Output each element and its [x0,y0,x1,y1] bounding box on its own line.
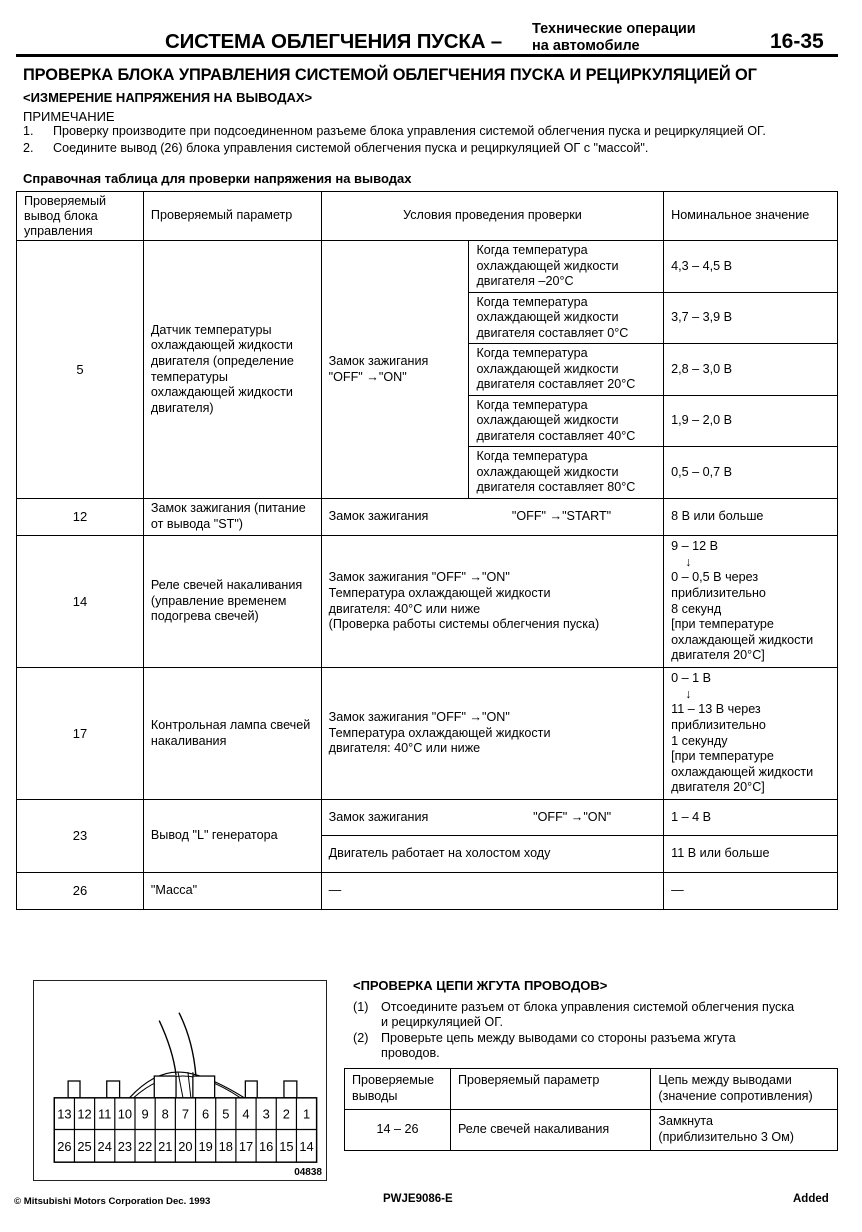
circuit-cell [651,1110,838,1151]
condition-cell [321,800,664,836]
nominal-line: 11 – 13 В через [671,702,761,717]
connector-pin-label: 11 [98,1106,112,1122]
param-cell: Реле свечей накаливания (управление временем подогрева свечей) [143,536,321,668]
condition-switch: "OFF" →"ON" [533,809,612,824]
nominal-line: 1 секунду [671,733,728,748]
nominal-cell [664,668,838,800]
nominal-cell: — [664,873,838,910]
chapter-title: СИСТЕМА ОБЛЕГЧЕНИЯ ПУСКА – [165,30,503,53]
arrow-down-icon: ↓ [685,554,692,569]
harness-step [353,1000,833,1030]
condition-switch: "OFF" →"START" [511,509,612,524]
connector-pin-label: 7 [181,1106,190,1122]
section-title: ПРОВЕРКА БЛОКА УПРАВЛЕНИЯ СИСТЕМОЙ ОБЛЕГЧЕНИЯ ПУСКА И РЕЦИРКУЛЯЦИЕЙ ОГ [23,66,757,84]
step-text-line: Отсоедините разъем от блока управления системой облегчения пуска [381,1000,795,1014]
pin-cell: 5 [17,241,144,499]
nominal-cell: 3,7 – 3,9 В [664,293,838,344]
connector-pin-label: 19 [198,1138,213,1154]
note-number: 2. [23,141,34,155]
header-pins: Проверяемые выводы [345,1069,451,1110]
connector-pin-label: 1 [302,1106,311,1122]
condition-line: Температура охлаждающей жидкости [328,725,551,740]
condition-line: двигателя: 40°C или ниже [328,741,481,756]
sub-condition-cell: Когда температура охлаждающей жидкости двигателя составляет 0°C [469,293,664,344]
condition-cell: — [321,873,664,910]
nominal-start: 0 – 1 В [671,671,712,686]
table-row [17,873,838,910]
param-cell: Реле свечей накаливания [450,1110,650,1151]
chapter-subtitle-line1: Технические операции [532,21,696,37]
circuit-line: Замкнута [658,1114,714,1129]
nominal-line: двигателя 20°C] [671,648,765,663]
nominal-line: 8 секунд [671,601,722,616]
connector-pin-label: 20 [178,1138,193,1154]
connector-pin-label: 17 [238,1138,254,1154]
nominal-line: охлаждающей жидкости [671,632,814,647]
nominal-cell: 0,5 – 0,7 В [664,447,838,499]
condition-cell: Двигатель работает на холостом ходу [321,836,664,873]
nominal-line: [при температуре [671,617,774,632]
table-row [17,241,838,293]
connector-pin-label: 23 [117,1138,133,1154]
harness-section-title: <ПРОВЕРКА ЦЕПИ ЖГУТА ПРОВОДОВ> [353,978,608,993]
condition-cell [321,499,664,536]
nominal-cell: 2,8 – 3,0 В [664,344,838,396]
circuit-line: (приблизительно 3 Ом) [658,1130,794,1144]
param-cell: Контрольная лампа свечей накаливания [143,668,321,800]
nominal-line: приблизительно [671,585,766,600]
condition-line: Замок зажигания "OFF" →"ON" [328,570,510,585]
connector-pin-label: 24 [97,1138,112,1154]
pin-cell: 17 [17,668,144,800]
pin-cell: 12 [17,499,144,536]
connector-illustration [34,981,326,1180]
condition-cell [321,536,664,668]
document-code: PWJE9086-E [383,1193,453,1205]
connector-pin-label: 10 [117,1106,133,1122]
connector-pin-label: 21 [158,1138,173,1154]
connector-diagram [33,980,327,1181]
page-number: 16-35 [770,30,824,53]
connector-pin-label: 9 [141,1106,149,1122]
condition-label: Замок зажигания [328,509,429,524]
param-cell: Датчик температуры охлаждающей жидкости двигателя (определение температуры охлаждающей жидкости двигателя) [143,241,321,499]
nominal-line: охлаждающей жидкости [671,764,814,779]
nominal-cell: 1,9 – 2,0 В [664,396,838,447]
condition-line: Замок зажигания "OFF" →"ON" [328,710,510,725]
table-row [17,800,838,836]
connector-pin-label: 3 [262,1106,270,1122]
param-cell: Вывод "L" генератора [143,800,321,873]
connector-pin-label: 4 [242,1106,250,1122]
connector-pin-label: 12 [77,1106,92,1122]
header-nominal: Номинальное значение [664,192,838,241]
chapter-subtitle [532,21,696,55]
condition-line: Температура охлаждающей жидкости [328,585,551,600]
step-text-line: проводов. [381,1046,440,1060]
nominal-cell: 4,3 – 4,5 В [664,241,838,293]
step-number: (2) [353,1031,369,1045]
connector-pin-label: 13 [57,1106,72,1122]
note-text: Проверку производите при подсоединенном разъеме блока управления системой облегчения пуска и рециркуляцией ОГ. [53,124,766,138]
nominal-cell: 1 – 4 В [664,800,838,836]
note-text: Соедините вывод (26) блока управления системой облегчения пуска и рециркуляцией ОГ с "массой". [53,141,649,155]
nominal-line: приблизительно [671,717,766,732]
connector-pin-label: 25 [77,1138,92,1154]
sub-condition-cell: Когда температура охлаждающей жидкости двигателя составляет 20°C [469,344,664,396]
condition-cell: Замок зажигания "OFF" →"ON" [321,241,469,499]
chapter-subtitle-line2: на автомобиле [532,38,640,54]
connector-pin-label: 18 [218,1138,233,1154]
header-circuit: Цепь между выводами (значение сопротивления) [651,1069,838,1110]
arrow-down-icon: ↓ [685,686,692,701]
connector-pin-label: 2 [282,1106,290,1122]
condition-label: Замок зажигания [328,809,429,824]
sub-condition-cell: Когда температура охлаждающей жидкости двигателя составляет 80°C [469,447,664,499]
harness-step [353,1031,833,1061]
section-subtitle: <ИЗМЕРЕНИЕ НАПРЯЖЕНИЯ НА ВЫВОДАХ> [23,90,313,105]
header-pin: Проверяемый вывод блока управления [17,192,144,241]
step-text-line: и рециркуляцией ОГ. [381,1015,503,1029]
connector-pin-label: 22 [137,1138,153,1154]
pin-cell: 26 [17,873,144,910]
note-item [23,124,766,138]
nominal-start: 9 – 12 В [671,539,719,554]
table-caption: Справочная таблица для проверки напряжения на выводах [23,171,412,186]
nominal-line: 0 – 0,5 В через [671,570,759,585]
figure-code: 04838 [294,1167,322,1178]
pin-cell: 23 [17,800,144,873]
step-number: (1) [353,1000,369,1014]
param-cell: "Масса" [143,873,321,910]
nominal-line: [при температуре [671,749,774,764]
header-divider [16,54,838,57]
voltage-reference-table [16,191,838,910]
table-row [17,668,838,800]
header-conditions: Условия проведения проверки [321,192,664,241]
connector-pin-label: 15 [279,1138,294,1154]
nominal-cell [664,536,838,668]
step-text-line: Проверьте цепь между выводами со стороны разъема жгута [381,1031,736,1045]
nominal-cell: 11 В или больше [664,836,838,873]
table-row [17,536,838,668]
table-row [17,499,838,536]
condition-cell [321,668,664,800]
note-heading: ПРИМЕЧАНИЕ [23,109,115,124]
condition-line: (Проверка работы системы облегчения пуска) [328,617,600,632]
note-number: 1. [23,124,34,138]
condition-line: двигателя: 40°C или ниже [328,601,481,616]
sub-condition-cell: Когда температура охлаждающей жидкости двигателя –20°C [469,241,664,293]
connector-pin-label: 16 [259,1138,274,1154]
connector-pin-label: 6 [202,1106,210,1122]
harness-check-table [344,1068,838,1151]
nominal-cell: 8 В или больше [664,499,838,536]
pins-cell: 14 – 26 [345,1110,451,1151]
connector-pin-label: 8 [161,1106,169,1122]
copyright: © Mitsubishi Motors Corporation Dec. 1993 [14,1196,211,1207]
table-row [345,1110,838,1151]
nominal-line: двигателя 20°C] [671,780,765,795]
sub-condition-cell: Когда температура охлаждающей жидкости двигателя составляет 40°C [469,396,664,447]
header-param: Проверяемый параметр [450,1069,650,1110]
connector-pin-label: 14 [299,1138,314,1154]
revision-status: Added [793,1193,829,1205]
header-param: Проверяемый параметр [143,192,321,241]
pin-cell: 14 [17,536,144,668]
table-header-row [345,1069,838,1110]
param-cell: Замок зажигания (питание от вывода "ST") [143,499,321,536]
connector-pin-label: 26 [57,1138,72,1154]
connector-pin-label: 5 [222,1106,230,1122]
note-item [23,141,648,155]
table-header-row [17,192,838,241]
